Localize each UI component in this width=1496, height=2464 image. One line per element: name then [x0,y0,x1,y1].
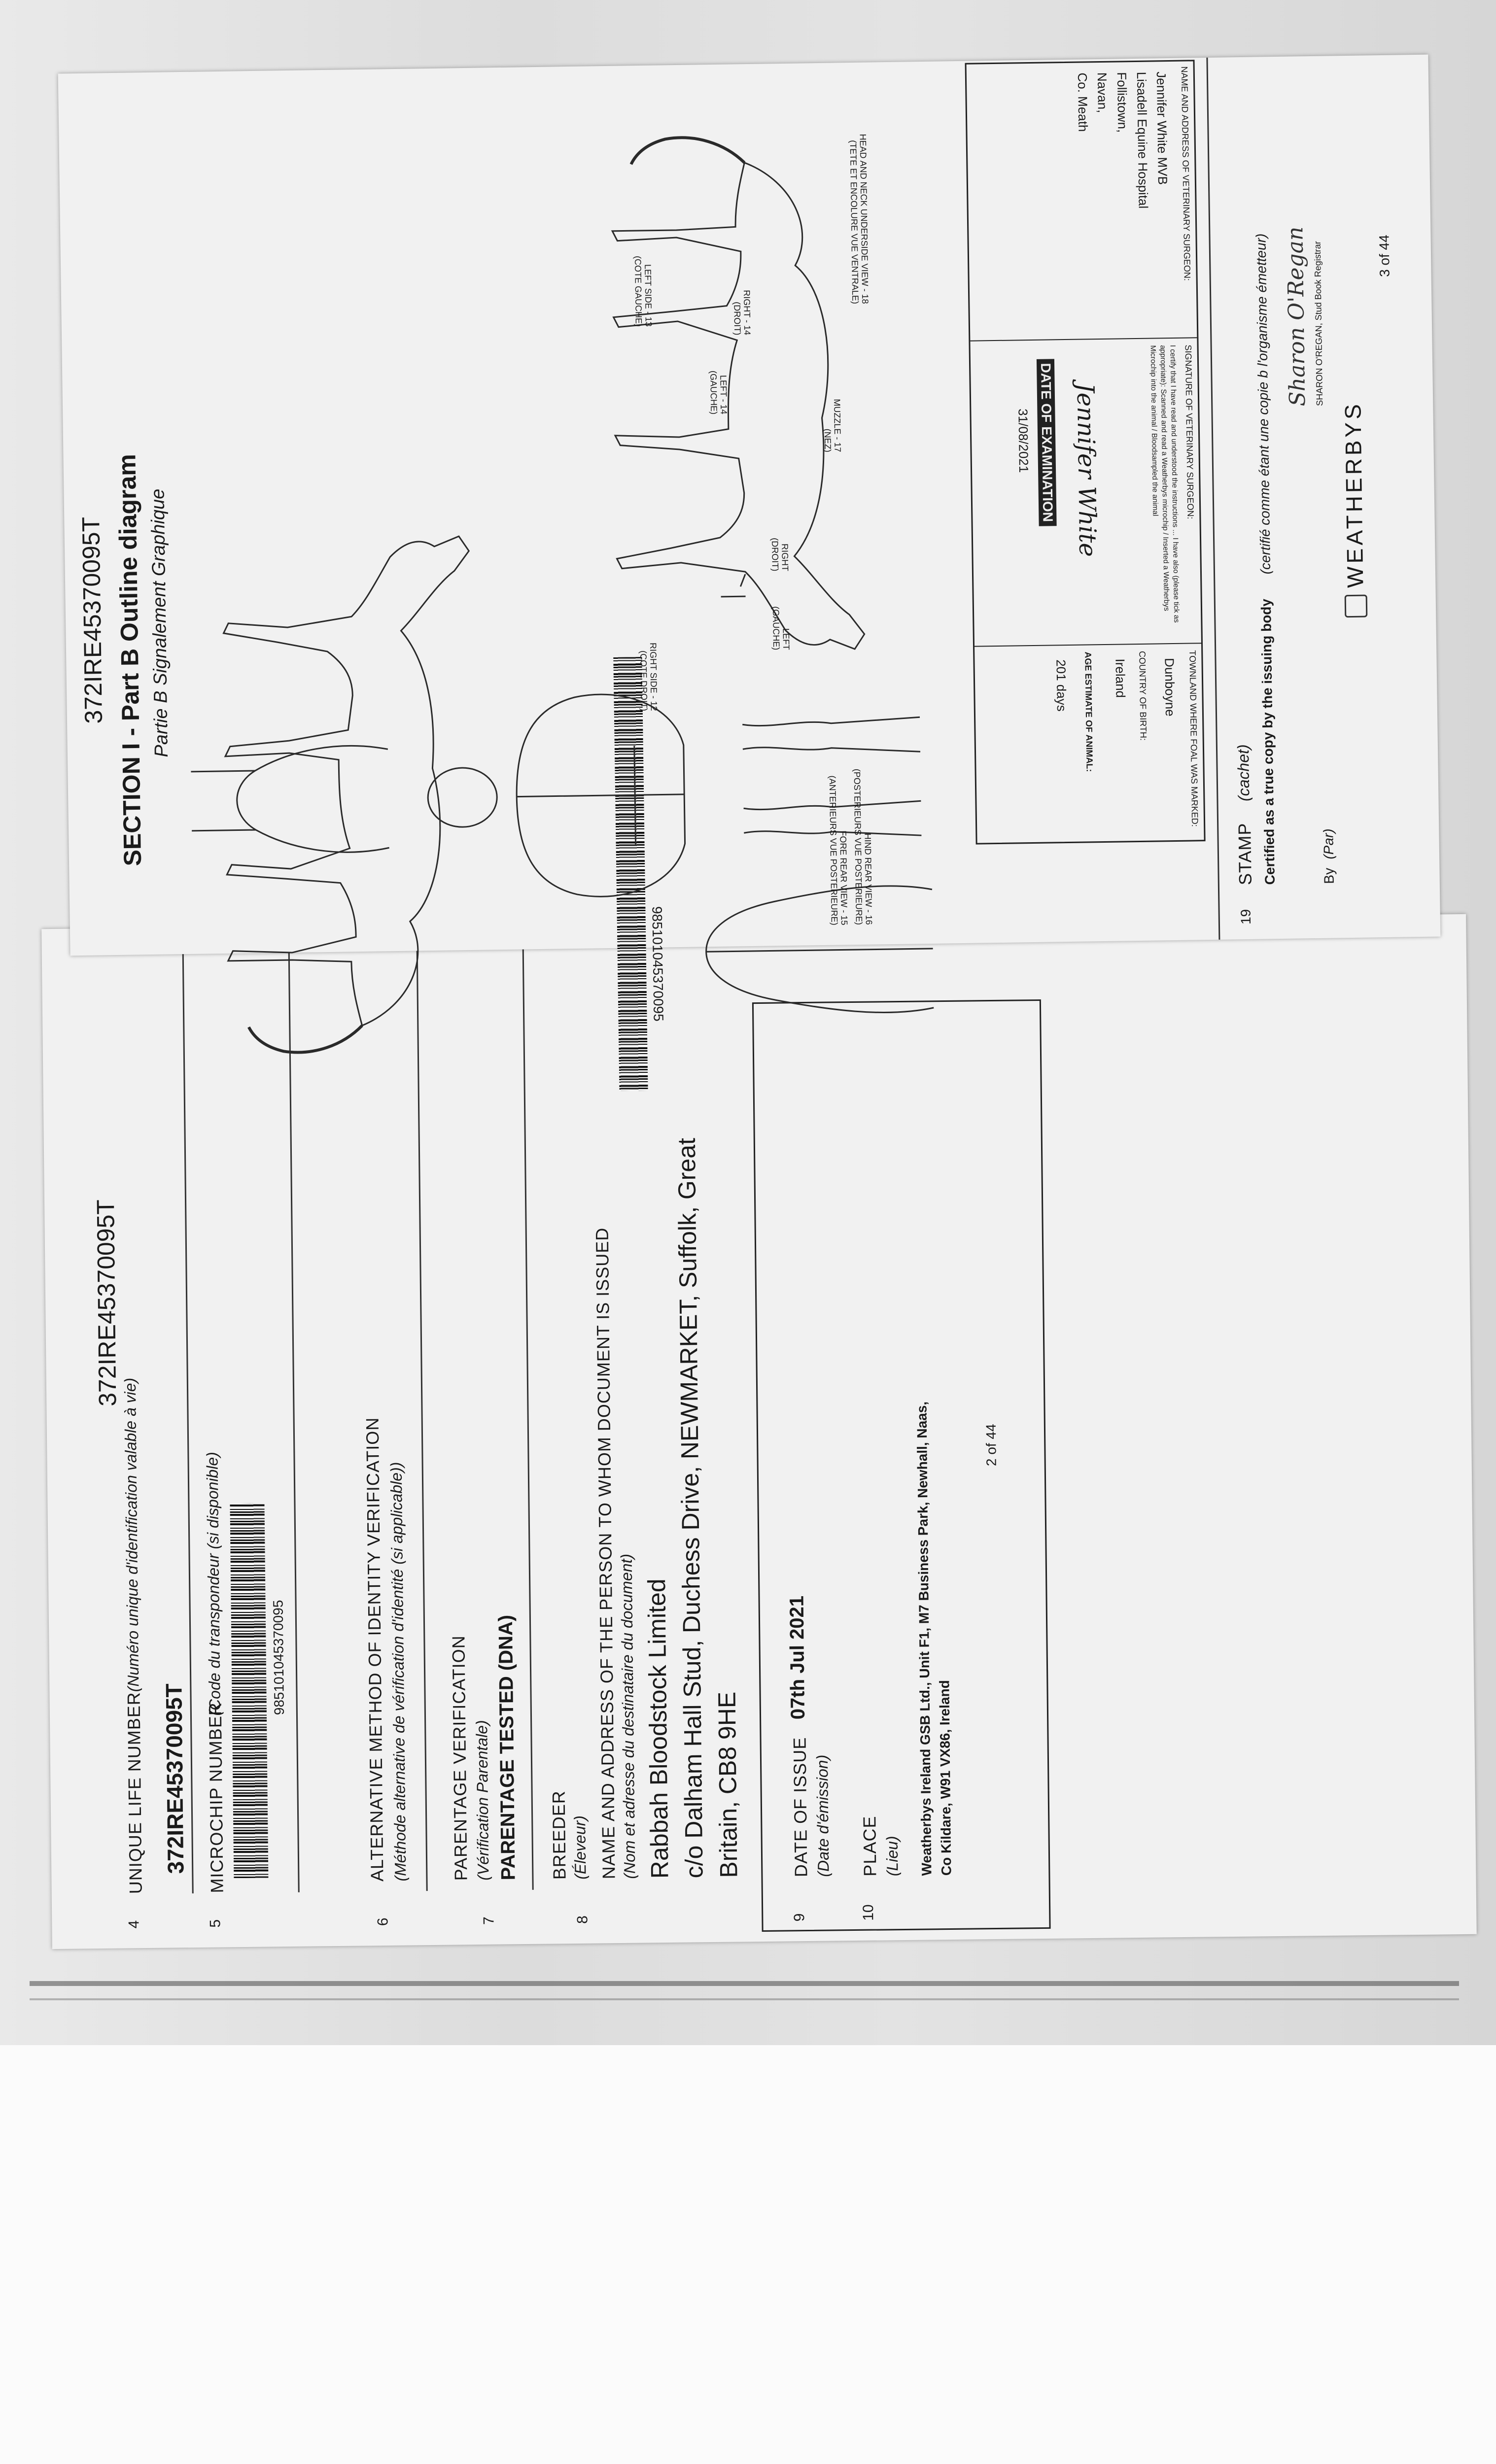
page-number: 3 of 44 [1376,235,1392,277]
issued-to-label-fr: (Nom et adresse du destinataire du document) [617,1553,639,1879]
field-number-7: 7 [481,1916,497,1925]
section-title: SECTION I - Part B Outline diagram [113,453,147,866]
by-label-fr: (Par) [1321,828,1337,859]
view-label: (GAUCHE) [770,606,782,650]
view-label: (TETE ET ENCOLURE VUE VENTRALE) [848,140,861,305]
issue-date-value: 07th Jul 2021 [786,1595,809,1720]
view-label: LEFT SIDE - 13 [643,264,654,327]
place-line: Co Kildare, W91 VX86, Ireland [937,1680,954,1876]
breeder-label: BREEDER [548,1790,570,1880]
field-number-5: 5 [207,1919,224,1928]
view-label: (ANTERIEURS VUE POSTERIEURE) [827,775,839,925]
page-ulid: 372IRE45370095T [77,516,108,724]
registrar-signature: Sharon O'Regan [1283,226,1311,407]
vet-signature: Jennifer White [1071,383,1102,557]
exam-date-value: 31/08/2021 [1015,409,1032,473]
passport-barcode-number: 985101045370095 [649,906,666,1022]
townland-value: Dunboyne [1162,657,1178,717]
age-value: 201 days [1053,659,1069,712]
owner-address-line: Britain, CB8 9HE [713,1691,743,1878]
ulid-heading: 372IRE45370095T [91,1199,122,1407]
view-label: LEFT [781,628,792,650]
certified-copy-text: Certified as a true copy by the issuing body [1258,598,1278,885]
divider [974,643,1201,647]
parentage-value: PARENTAGE TESTED (DNA) [494,1614,520,1881]
view-label: (DROIT) [732,302,743,336]
vet-name-label: NAME AND ADDRESS OF VETERINARY SURGEON: [1179,66,1192,281]
page-number: 2 of 44 [983,1424,999,1467]
field-number-19: 19 [1238,909,1253,925]
issue-date-label-fr: (Date d'émission) [813,1754,833,1877]
view-label: (POSTERIEURS VUE POSTERIEURE) [852,768,864,925]
view-labels [58,55,1441,956]
view-label: (GAUCHE) [708,370,719,415]
certified-copy-text-fr: (certifié comme étant une copie b l'organisme émetteur) [1253,233,1274,575]
view-label: LEFT - 14 [718,375,729,414]
field-number-9: 9 [791,1913,808,1922]
microchip-barcode [230,1504,268,1879]
stamp-label-fr: (cachet) [1234,744,1253,802]
microchip-label: MICROCHIP NUMBER [205,1702,227,1893]
alternative-label-fr: (Méthode alternative de vérification d'identité (si applicable)) [387,1462,410,1882]
view-label: FORE REAR VIEW - 15 [838,830,849,925]
view-label: RIGHT SIDE - 12 [648,642,659,711]
vet-signature-label: SIGNATURE OF VETERINARY SURGEON: [1183,344,1196,519]
passport-page-3 [58,55,1441,1022]
divider [970,337,1197,341]
field-number-10: 10 [860,1904,877,1921]
by-label: By [1321,867,1337,884]
townland-label: TOWNLAND WHERE FOAL WAS MARKED: [1187,650,1200,827]
veterinary-box [965,60,1206,844]
view-label: (COTE DROIT) [638,650,649,712]
microchip-label-fr: (Code du transpondeur (si disponible) [203,1452,224,1716]
country-value: Ireland [1113,658,1128,698]
ulid-label: UNIQUE LIFE NUMBER [123,1692,146,1894]
field-number-8: 8 [574,1915,591,1924]
view-label: RIGHT [780,543,790,572]
view-label: HEAD AND NECK UNDERSIDE VIEW - 18 [858,134,870,304]
owner-name: Rabbah Bloodstock Limited [643,1578,674,1879]
issued-to-label: NAME AND ADDRESS OF THE PERSON TO WHOM DOCUMENT IS ISSUED [591,1227,619,1880]
view-label: MUZZLE - 17 [832,399,843,452]
place-line: Weatherbys Ireland GSB Ltd., Unit F1, M7 Business Park, Newhall, Naas, [914,1401,935,1876]
view-label: HIND REAR VIEW - 16 [863,833,874,925]
ulid-label-fr: (Numéro unique d'identification valable à vie) [121,1377,142,1692]
breeder-label-fr: (Éleveur) [571,1815,590,1880]
field-number-4: 4 [126,1920,142,1929]
page-3-content [58,55,1441,1022]
view-label: (NEZ) [822,428,833,452]
parentage-label: PARENTAGE VERIFICATION [448,1635,471,1881]
alternative-label: ALTERNATIVE METHOD OF IDENTITY VERIFICATION [362,1417,387,1882]
place-label: PLACE [859,1815,880,1877]
scan-shadow-line [30,1998,1459,2000]
section-title-fr: Partie B Signalement Graphique [147,488,173,757]
weatherbys-logo: WEATHERBYS [1340,401,1368,588]
vet-certification-text: I certify that I have read and understood the instructions ... I have also (please tick as appropriate): Scanned and read a Weatherbys microchip / Inserted a Weatherbys Microchip into the animal / Bloodsampled the animal [1148,344,1181,623]
view-label: RIGHT - 14 [741,290,753,336]
place-label-fr: (Lieu) [883,1836,902,1877]
exam-date-label: DATE OF EXAMINATION [1037,359,1057,526]
vet-address-line: Follistown, [1114,72,1130,133]
view-label: (COTE GAUCHE) [632,255,644,327]
vet-address-line: Lisadell Equine Hospital [1134,71,1151,209]
weatherbys-crest-icon [1345,595,1368,618]
scan-shadow-line [30,1981,1459,1986]
issue-date-label: DATE OF ISSUE [789,1737,811,1878]
view-label: (DROIT) [769,538,780,572]
age-label: AGE ESTIMATE OF ANIMAL: [1083,651,1095,772]
vet-address-line: Navan, [1094,72,1110,113]
stamp-label: STAMP [1234,822,1255,886]
microchip-value: 985101045370095 [270,1600,287,1715]
vet-name: Jennifer White MVB [1153,71,1171,185]
scan-margin [0,2045,1496,2464]
ulid-value: 372IRE45370095T [161,1683,189,1874]
owner-address-line: c/o Dalham Hall Stud, Duchess Drive, NEWMARKET, Suffolk, Great [672,1137,708,1879]
field-number-6: 6 [375,1917,391,1926]
vet-address-line: Co. Meath [1075,72,1091,132]
country-label: COUNTRY OF BIRTH: [1137,650,1148,741]
registrar-name: SHARON O'REGAN, Stud Book Registrar [1312,241,1325,406]
parentage-label-fr: (Vérification Parentale) [473,1720,492,1881]
